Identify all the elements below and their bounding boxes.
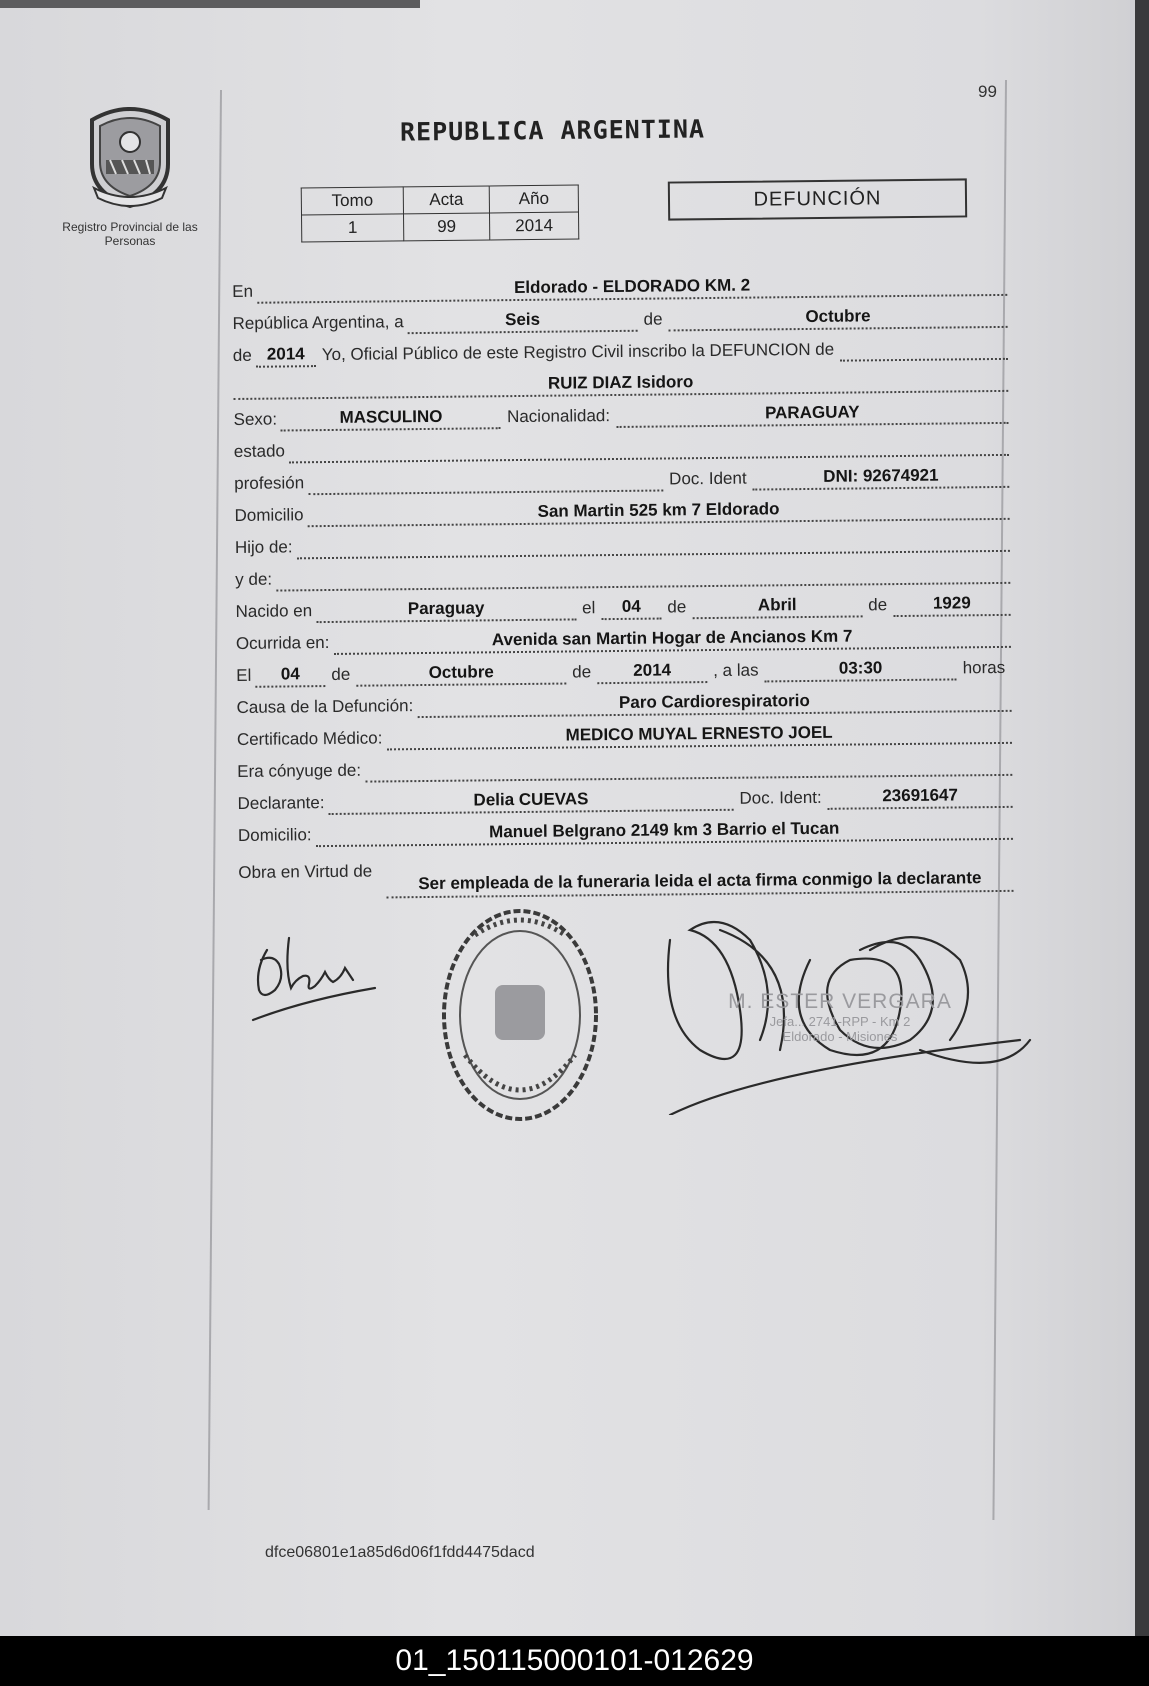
declarant-address-label: Domicilio: bbox=[237, 825, 312, 845]
death-month-value: Octubre bbox=[356, 662, 566, 687]
official-round-seal bbox=[435, 905, 605, 1125]
page-right-shadow bbox=[1135, 0, 1149, 1636]
spouse-label: Era cónyuge de: bbox=[237, 760, 362, 781]
death-certificate-form bbox=[232, 264, 1014, 900]
born-in-value: Paraguay bbox=[316, 597, 576, 623]
declarant-value: Delia CUEVAS bbox=[328, 788, 733, 815]
declarant-doc-value: 23691647 bbox=[828, 785, 1013, 810]
born-in-label: Nacido en bbox=[235, 601, 313, 621]
certificate-label: Certificado Médico: bbox=[236, 728, 383, 749]
by-virtue-value: Ser empleada de la funeraria leida el acta firma conmigo la declarante bbox=[386, 867, 1013, 899]
de-label: de bbox=[667, 597, 687, 617]
birth-month-value: Abril bbox=[692, 594, 862, 619]
declarant-doc-label: Doc. Ident: bbox=[739, 787, 822, 808]
occurred-in-label: Ocurrida en: bbox=[235, 633, 330, 653]
document-hash: dfce06801e1a85d6d06f1fdd4475dacd bbox=[265, 1544, 535, 1561]
certificate-value: MEDICO MUYAL ERNESTO JOEL bbox=[386, 721, 1012, 751]
birth-day-value: 04 bbox=[601, 597, 661, 621]
registry-name: Registro Provincial de las Personas bbox=[62, 220, 198, 248]
anio-header: Año bbox=[489, 185, 578, 213]
doc-id-label: Doc. Ident bbox=[669, 468, 747, 489]
el-label: El bbox=[236, 665, 252, 685]
birth-year-value: 1929 bbox=[893, 593, 1011, 617]
reference-table bbox=[301, 185, 580, 243]
de-label: de bbox=[868, 595, 888, 615]
civil-status-label: estado bbox=[233, 441, 286, 461]
de-label: de bbox=[331, 664, 351, 684]
de-label: de bbox=[232, 345, 252, 365]
acta-value: 99 bbox=[404, 213, 490, 241]
tomo-value: 1 bbox=[302, 214, 404, 242]
form-left-border bbox=[208, 90, 222, 1510]
official-location: Eldorado - Misiones bbox=[782, 1029, 898, 1044]
nationality-label: Nacionalidad: bbox=[506, 406, 611, 427]
de-label: de bbox=[643, 309, 663, 329]
and-of-label: y de: bbox=[235, 569, 273, 589]
death-day-value: 04 bbox=[255, 664, 325, 688]
official-statement: Yo, Oficial Público de este Registro Civil inscribo la DEFUNCION de bbox=[321, 339, 835, 365]
declarant-signature bbox=[245, 930, 395, 1030]
at-label: , a las bbox=[713, 660, 759, 680]
nationality-value: PARAGUAY bbox=[616, 401, 1009, 428]
occurred-in-value: Avenida san Martin Hogar de Ancianos Km 7 bbox=[333, 625, 1011, 655]
by-virtue-row bbox=[238, 840, 1014, 900]
official-position: Jefa... 2741-RPP - Km 2 bbox=[769, 1014, 911, 1029]
child-of-label: Hijo de: bbox=[234, 537, 293, 557]
file-id-bar bbox=[0, 1636, 1149, 1686]
official-name: M. ESTER VERGARA bbox=[728, 990, 952, 1013]
province-crest-icon bbox=[80, 102, 180, 212]
by-virtue-label: Obra en Virtud de bbox=[238, 861, 373, 882]
file-id-label: 01_150115000101-012629 bbox=[395, 1644, 754, 1677]
deceased-name-value: RUIZ DIAZ Isidoro bbox=[233, 369, 1008, 400]
el-label: el bbox=[581, 598, 596, 618]
de-label: de bbox=[572, 662, 592, 682]
acta-header: Acta bbox=[403, 186, 489, 214]
page-top-shadow bbox=[0, 0, 420, 8]
place-label: En bbox=[232, 281, 254, 301]
declarant-address-value: Manuel Belgrano 2149 km 3 Barrio el Tucan bbox=[315, 817, 1013, 847]
sex-value: MASCULINO bbox=[281, 406, 501, 431]
tomo-header: Tomo bbox=[301, 187, 403, 215]
year-value: 2014 bbox=[256, 344, 316, 368]
document-type-box: DEFUNCIÓN bbox=[668, 178, 967, 220]
death-time-value: 03:30 bbox=[764, 657, 956, 682]
address-value: San Martin 525 km 7 Eldorado bbox=[307, 497, 1009, 527]
anio-value: 2014 bbox=[489, 212, 578, 240]
official-name-stamp bbox=[710, 990, 970, 1044]
declarant-label: Declarante: bbox=[237, 793, 325, 813]
profession-label: profesión bbox=[234, 473, 305, 493]
doc-id-value: DNI: 92674921 bbox=[753, 465, 1010, 491]
republic-label: República Argentina, a bbox=[232, 312, 404, 333]
hours-label: horas bbox=[962, 657, 1006, 678]
death-year-value: 2014 bbox=[597, 660, 707, 684]
place-value: Eldorado - ELDORADO KM. 2 bbox=[257, 273, 1007, 304]
address-label: Domicilio bbox=[234, 505, 304, 525]
month-value: Octubre bbox=[668, 305, 1007, 332]
cause-label: Causa de la Defunción: bbox=[236, 696, 414, 717]
day-words-value: Seis bbox=[407, 309, 637, 334]
country-title: REPUBLICA ARGENTINA bbox=[399, 114, 706, 147]
cause-value: Paro Cardiorespiratorio bbox=[417, 689, 1011, 718]
page-number: 99 bbox=[978, 82, 997, 101]
sex-label: Sexo: bbox=[233, 409, 278, 429]
